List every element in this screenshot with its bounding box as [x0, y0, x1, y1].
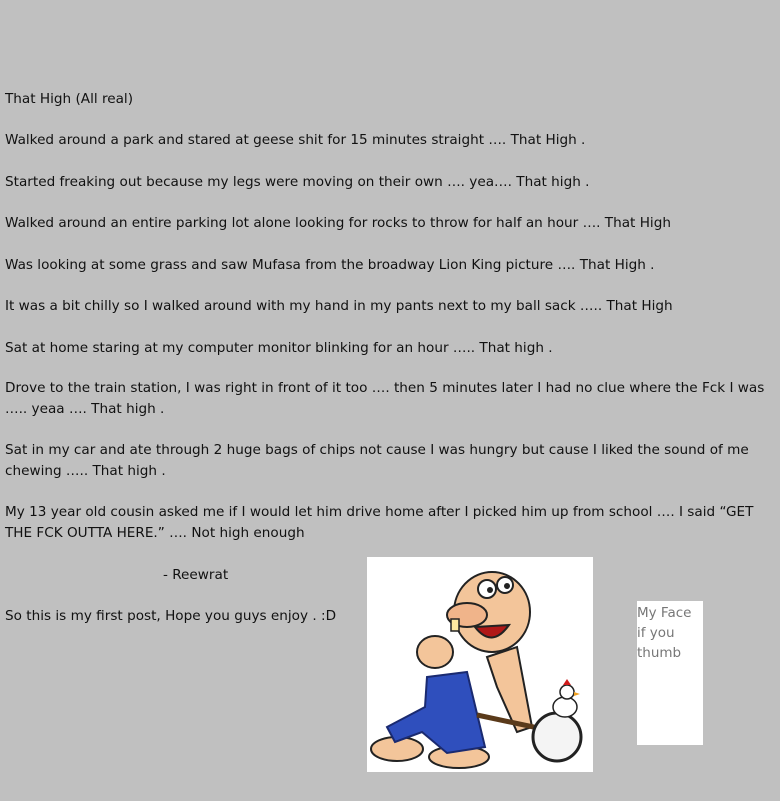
list-item: Sat at home staring at my computer monitor blinking for an hour ….. That high .: [5, 340, 553, 356]
list-item: Drove to the train station, I was right in front of it too …. then 5 minutes later I had no clue where the Fck I was ….. yeaa …. That high .: [5, 380, 765, 417]
face-box: [637, 601, 703, 745]
signature: - Reewrat: [163, 567, 229, 583]
list-item: My 13 year old cousin asked me if I would let him drive home after I picked him up from school …. I said “GET THE FCK OUTTA HERE.” …. Not high enough: [5, 504, 754, 541]
cartoon-image: [367, 557, 593, 772]
closing-text: So this is my first post, Hope you guys enjoy . :D: [5, 608, 337, 624]
list-item: Sat in my car and ate through 2 huge bags of chips not cause I was hungry but cause I liked the sound of me chewing ….. That high .: [5, 442, 749, 479]
list-item: Was looking at some grass and saw Mufasa from the broadway Lion King picture …. That High .: [5, 257, 655, 273]
list-item: Walked around an entire parking lot alone looking for rocks to throw for half an hour …. That High: [5, 215, 671, 231]
face-box-text: My Face if you thumb: [637, 605, 692, 661]
list-item: It was a bit chilly so I walked around with my hand in my pants next to my ball sack ….. That High: [5, 298, 673, 314]
cartoon-hillbilly-illustration: [367, 557, 593, 772]
page-title: That High (All real): [5, 91, 134, 107]
list-item: Started freaking out because my legs were moving on their own …. yea…. That high .: [5, 174, 590, 190]
list-item: Walked around a park and stared at geese shit for 15 minutes straight …. That High .: [5, 132, 586, 148]
